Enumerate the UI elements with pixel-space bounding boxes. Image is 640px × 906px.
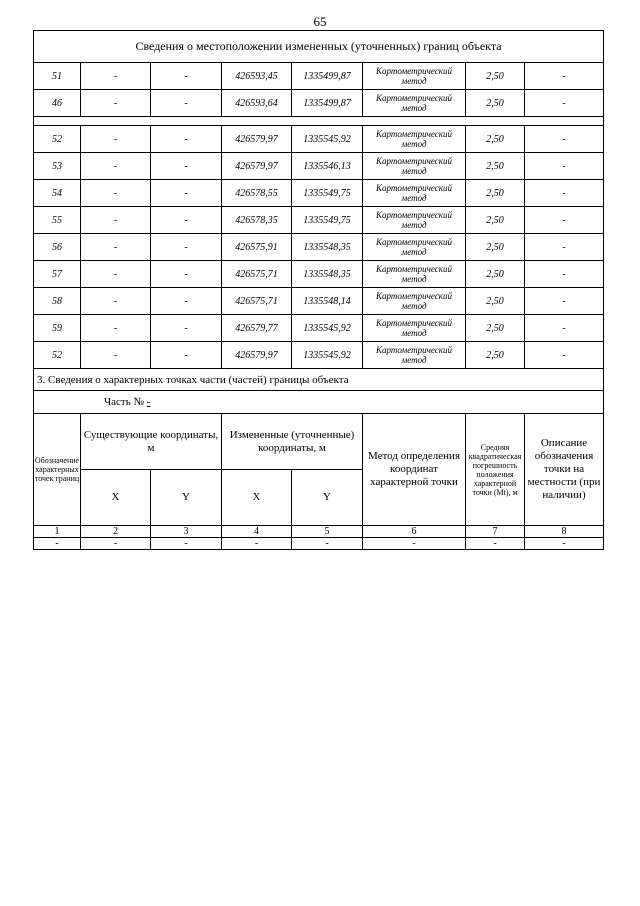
accuracy-cell: 2,50	[466, 207, 525, 234]
description-cell: -	[525, 126, 604, 153]
existing-x-cell: -	[81, 126, 151, 153]
existing-x-cell: -	[81, 342, 151, 369]
description-cell: -	[525, 261, 604, 288]
existing-x-cell: -	[81, 315, 151, 342]
column-number: 1	[34, 526, 81, 538]
accuracy-cell: 2,50	[466, 234, 525, 261]
description-cell: -	[525, 315, 604, 342]
existing-y-cell: -	[151, 315, 222, 342]
header-existing-x: X	[81, 470, 151, 526]
existing-x-cell: -	[81, 153, 151, 180]
accuracy-cell: 2,50	[466, 261, 525, 288]
y-cell: 1335545,92	[292, 126, 363, 153]
point-cell: 53	[34, 153, 81, 180]
empty-data-row	[34, 538, 604, 550]
coordinates-table	[33, 30, 604, 550]
part-label: Часть №	[104, 396, 144, 408]
existing-y-cell: -	[151, 153, 222, 180]
x-cell: 426579,97	[222, 126, 292, 153]
x-cell: 426579,97	[222, 153, 292, 180]
y-cell: 1335549,75	[292, 207, 363, 234]
empty-cell: -	[151, 538, 222, 550]
existing-y-cell: -	[151, 261, 222, 288]
coordinate-row	[34, 90, 604, 117]
point-cell: 56	[34, 234, 81, 261]
coordinate-row	[34, 180, 604, 207]
accuracy-cell: 2,50	[466, 342, 525, 369]
point-cell: 58	[34, 288, 81, 315]
description-cell: -	[525, 180, 604, 207]
accuracy-cell: 2,50	[466, 315, 525, 342]
y-cell: 1335546,13	[292, 153, 363, 180]
existing-y-cell: -	[151, 63, 222, 90]
description-cell: -	[525, 153, 604, 180]
coordinate-row	[34, 153, 604, 180]
column-number: 4	[222, 526, 292, 538]
existing-y-cell: -	[151, 342, 222, 369]
column-number: 6	[363, 526, 466, 538]
section3-title-row	[34, 369, 604, 391]
empty-cell: -	[34, 538, 81, 550]
point-cell: 51	[34, 63, 81, 90]
coordinate-row	[34, 63, 604, 90]
existing-y-cell: -	[151, 207, 222, 234]
existing-x-cell: -	[81, 63, 151, 90]
section1-title: Сведения о местоположении измененных (уточненных) границ объекта	[34, 31, 604, 63]
accuracy-cell: 2,50	[466, 63, 525, 90]
existing-x-cell: -	[81, 207, 151, 234]
accuracy-cell: 2,50	[466, 288, 525, 315]
column-number: 8	[525, 526, 604, 538]
header-existing-y: Y	[151, 470, 222, 526]
header-row-1	[34, 414, 604, 470]
part-value: -	[146, 396, 151, 408]
x-cell: 426575,71	[222, 261, 292, 288]
method-cell: Картометрический метод	[363, 63, 466, 90]
point-cell: 55	[34, 207, 81, 234]
existing-x-cell: -	[81, 261, 151, 288]
description-cell: -	[525, 288, 604, 315]
method-cell: Картометрический метод	[363, 234, 466, 261]
column-number-row	[34, 526, 604, 538]
coordinate-row	[34, 207, 604, 234]
header-description: Описание обозначения точки на местности (при наличии)	[525, 414, 604, 526]
header-changed-x: X	[222, 470, 292, 526]
empty-cell: -	[222, 538, 292, 550]
x-cell: 426575,91	[222, 234, 292, 261]
x-cell: 426578,35	[222, 207, 292, 234]
point-cell: 54	[34, 180, 81, 207]
x-cell: 426575,71	[222, 288, 292, 315]
method-cell: Картометрический метод	[363, 180, 466, 207]
x-cell: 426593,64	[222, 90, 292, 117]
header-existing: Существующие координаты, м	[81, 414, 222, 470]
part-row	[34, 391, 604, 414]
point-cell: 46	[34, 90, 81, 117]
method-cell: Картометрический метод	[363, 153, 466, 180]
y-cell: 1335499,87	[292, 63, 363, 90]
method-cell: Картометрический метод	[363, 126, 466, 153]
coordinate-row	[34, 234, 604, 261]
y-cell: 1335499,87	[292, 90, 363, 117]
y-cell: 1335548,35	[292, 261, 363, 288]
existing-x-cell: -	[81, 288, 151, 315]
existing-y-cell: -	[151, 126, 222, 153]
method-cell: Картометрический метод	[363, 90, 466, 117]
y-cell: 1335545,92	[292, 342, 363, 369]
existing-y-cell: -	[151, 288, 222, 315]
coordinate-row	[34, 342, 604, 369]
coordinate-row	[34, 126, 604, 153]
column-number: 3	[151, 526, 222, 538]
description-cell: -	[525, 63, 604, 90]
header-accuracy: Средняя квадратическая погрешность положения характерной точки (Mt), м	[466, 414, 525, 526]
method-cell: Картометрический метод	[363, 207, 466, 234]
point-cell: 57	[34, 261, 81, 288]
y-cell: 1335545,92	[292, 315, 363, 342]
column-number: 7	[466, 526, 525, 538]
existing-x-cell: -	[81, 234, 151, 261]
coordinate-row	[34, 315, 604, 342]
existing-x-cell: -	[81, 90, 151, 117]
x-cell: 426593,45	[222, 63, 292, 90]
empty-cell: -	[466, 538, 525, 550]
point-cell: 52	[34, 126, 81, 153]
description-cell: -	[525, 90, 604, 117]
method-cell: Картометрический метод	[363, 261, 466, 288]
method-cell: Картометрический метод	[363, 342, 466, 369]
spacer-row	[34, 117, 604, 126]
x-cell: 426579,77	[222, 315, 292, 342]
accuracy-cell: 2,50	[466, 90, 525, 117]
x-cell: 426578,55	[222, 180, 292, 207]
existing-y-cell: -	[151, 180, 222, 207]
point-cell: 59	[34, 315, 81, 342]
method-cell: Картометрический метод	[363, 315, 466, 342]
accuracy-cell: 2,50	[466, 126, 525, 153]
column-number: 2	[81, 526, 151, 538]
empty-cell: -	[363, 538, 466, 550]
y-cell: 1335549,75	[292, 180, 363, 207]
method-cell: Картометрический метод	[363, 288, 466, 315]
section3-title: 3. Сведения о характерных точках части (частей) границы объекта	[34, 369, 604, 391]
existing-y-cell: -	[151, 234, 222, 261]
existing-x-cell: -	[81, 180, 151, 207]
point-cell: 52	[34, 342, 81, 369]
description-cell: -	[525, 342, 604, 369]
header-changed-y: Y	[292, 470, 363, 526]
empty-cell: -	[525, 538, 604, 550]
page-number: 65	[313, 14, 327, 29]
description-cell: -	[525, 234, 604, 261]
accuracy-cell: 2,50	[466, 153, 525, 180]
accuracy-cell: 2,50	[466, 180, 525, 207]
empty-cell: -	[292, 538, 363, 550]
header-method: Метод определения координат характерной точки	[363, 414, 466, 526]
y-cell: 1335548,14	[292, 288, 363, 315]
y-cell: 1335548,35	[292, 234, 363, 261]
coordinate-row	[34, 288, 604, 315]
x-cell: 426579,97	[222, 342, 292, 369]
existing-y-cell: -	[151, 90, 222, 117]
description-cell: -	[525, 207, 604, 234]
header-designation: Обозначение характерных точек границ	[34, 414, 81, 526]
coordinate-row	[34, 261, 604, 288]
section1-title-row	[34, 31, 604, 63]
empty-cell: -	[81, 538, 151, 550]
header-changed: Измененные (уточненные) координаты, м	[222, 414, 363, 470]
column-number: 5	[292, 526, 363, 538]
